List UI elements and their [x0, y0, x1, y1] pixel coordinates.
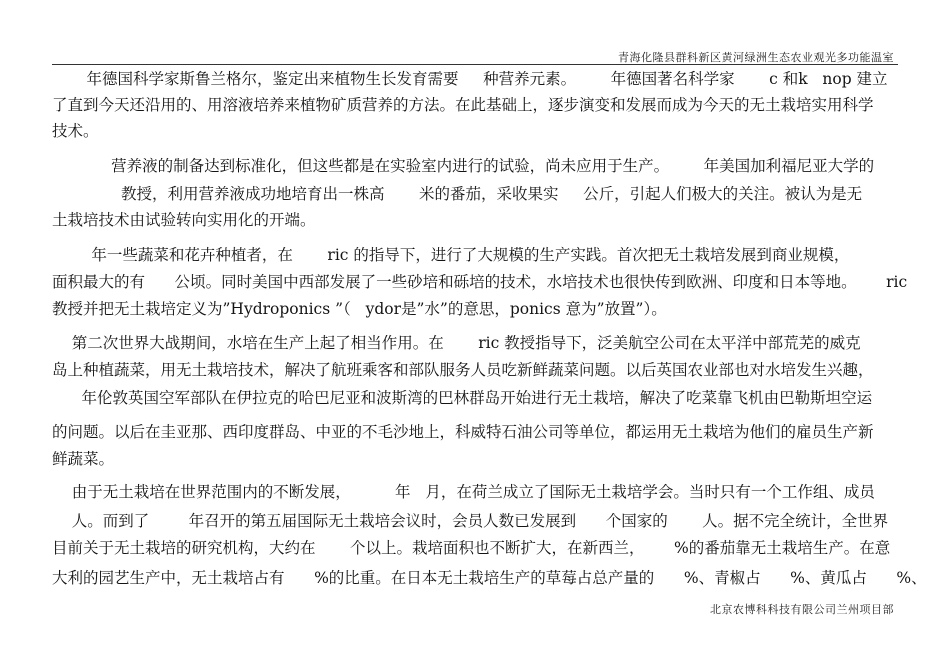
body-line: 大利的园艺生产中，无土栽培占有 %的比重。在日本无土栽培生产的草莓占总产量的 %、青椒占 %、黄瓜占 %、: [52, 569, 927, 587]
body-line: 年一些蔬菜和花卉种植者，在 ric 的指导下，进行了大规模的生产实践。首次把无土栽培发展到商业规模，: [52, 246, 850, 264]
body-line: 营养液的制备达到标准化，但这些都是在实验室内进行的试验，尚未应用于生产。 年美国加利福尼亚大学的: [52, 157, 875, 175]
body-line: 的问题。以后在圭亚那、西印度群岛、中亚的不毛沙地上，科威特石油公司等单位，都运用无土栽培为他们的雇员生产新: [52, 423, 874, 441]
page-header-title: 青海化隆县群科新区黄河绿洲生态农业观光多功能温室: [618, 51, 894, 64]
body-line: 第二次世界大战期间，水培在生产上起了相当作用。在 ric 教授指导下，泛美航空公司在太平洋中部荒芜的威克: [52, 334, 861, 352]
page-footer-text: 北京农博科科技有限公司兰州项目部: [710, 603, 894, 616]
body-line: 了直到今天还沿用的、用溶液培养来植物矿质营养的方法。在此基础上，逐步演变和发展而成为今天的无土栽培实用科学: [52, 96, 874, 114]
body-line: 年德国科学家斯鲁兰格尔，鉴定出来植物生长发育需要 种营养元素。 年德国著名科学家 c 和k nop 建立: [52, 70, 888, 88]
body-line: 年伦敦英国空军部队在伊拉克的哈巴尼亚和波斯湾的巴林群岛开始进行无土栽培，解决了吃菜靠飞机由巴勒斯坦空运: [52, 389, 873, 407]
body-line: 鲜蔬菜。: [52, 450, 115, 468]
body-line: 目前关于无土栽培的研究机构，大约在 个以上。栽培面积也不断扩大，在新西兰， %的番茄靠无土栽培生产。在意: [52, 539, 891, 557]
body-line: 由于无土栽培在世界范围内的不断发展， 年 月，在荷兰成立了国际无土栽培学会。当时只有一个工作组、成员: [52, 483, 875, 501]
body-line: 技术。: [52, 122, 99, 140]
body-line: 人。而到了 年召开的第五届国际无土栽培会议时，会员人数已发展到 个国家的 人。据不完全统计，全世界: [52, 512, 889, 530]
body-line: 面积最大的有 公顷。同时美国中西部发展了一些砂培和砾培的技术，水培技术也很快传到欧洲、印度和日本等地。 ric: [52, 273, 908, 291]
body-line: 教授并把无土栽培定义为”Hydroponics ”（ ydor是”水”的意思，ponics 意为”放置”）。: [52, 300, 667, 318]
body-line: 教授，利用营养液成功地培育出一株高 米的番茄，采收果实 公斤，引起人们极大的关注。被认为是无: [52, 185, 863, 203]
header-divider: [52, 64, 898, 65]
body-line: 土栽培技术由试验转向实用化的开端。: [52, 211, 316, 229]
body-line: 岛上种植蔬菜，用无土栽培技术，解决了航班乘客和部队服务人员吃新鲜蔬菜问题。以后英国农业部也对水培发生兴趣，: [52, 361, 874, 379]
